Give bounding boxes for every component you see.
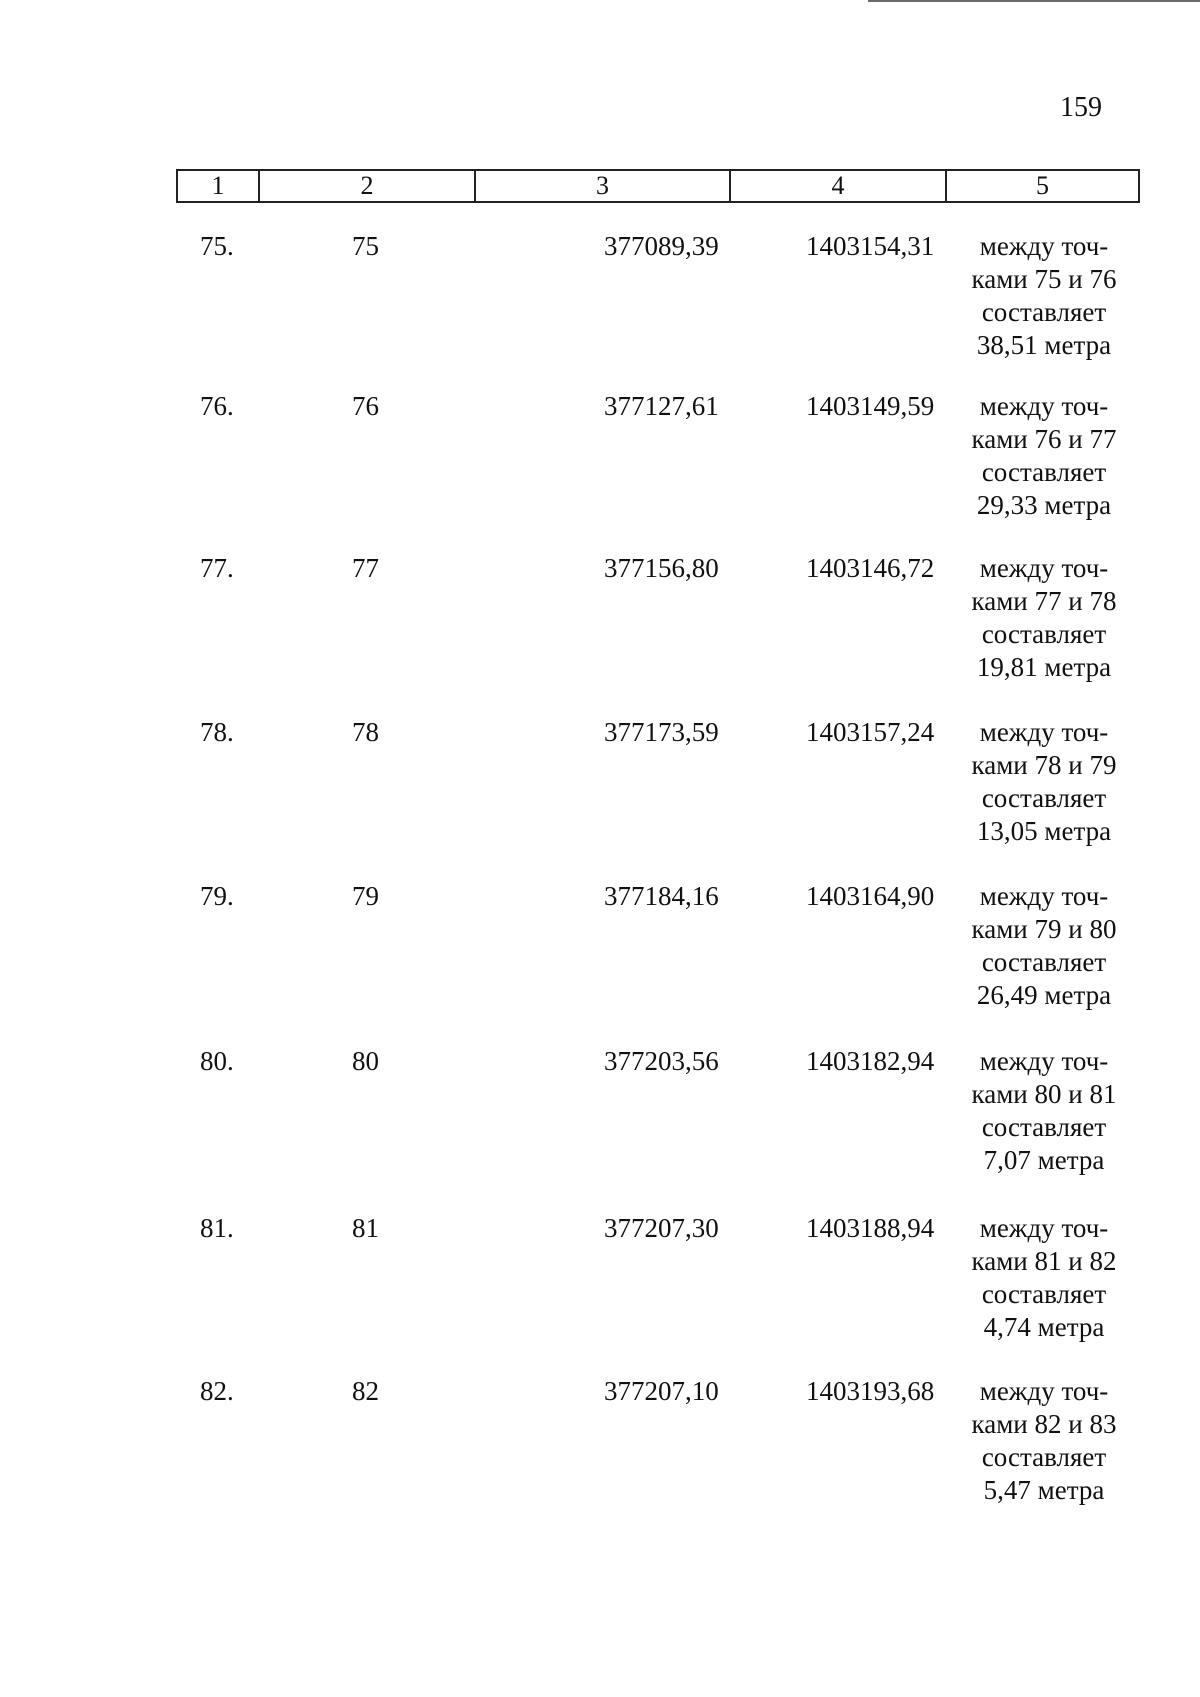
header-cell-1: 1 <box>178 171 260 201</box>
description-line: составляет <box>981 783 1107 813</box>
description-line: между точ- <box>979 1376 1109 1406</box>
description-line: ками 76 и 77 <box>971 424 1117 454</box>
coordinate-x: 377184,16 <box>604 881 719 911</box>
description-line: 4,74 метра <box>983 1312 1105 1342</box>
table-row <box>0 880 1200 1020</box>
segment-description <box>960 716 1128 848</box>
table-header <box>176 169 1140 203</box>
coordinate-x: 377173,59 <box>604 717 719 747</box>
point-number: 79 <box>352 881 379 911</box>
point-number: 77 <box>352 553 379 583</box>
description-line: ками 80 и 81 <box>971 1079 1117 1109</box>
point-number: 82 <box>352 1376 379 1406</box>
description-line: между точ- <box>979 717 1109 747</box>
point-number: 75 <box>352 231 379 261</box>
top-rule <box>868 0 1200 2</box>
description-line: 26,49 метра <box>976 980 1112 1010</box>
row-number: 79. <box>200 881 234 911</box>
coordinate-x: 377127,61 <box>604 391 719 421</box>
segment-description <box>960 390 1128 522</box>
description-line: составляет <box>981 457 1107 487</box>
description-line: 7,07 метра <box>983 1145 1105 1175</box>
description-line: между точ- <box>979 1046 1109 1076</box>
description-line: составляет <box>981 297 1107 327</box>
row-number: 82. <box>200 1376 234 1406</box>
description-line: ками 79 и 80 <box>971 914 1117 944</box>
description-line: ками 78 и 79 <box>971 750 1117 780</box>
segment-description <box>960 1212 1128 1344</box>
coordinate-x: 377156,80 <box>604 553 719 583</box>
segment-description <box>960 230 1128 362</box>
description-line: 29,33 метра <box>976 490 1112 520</box>
row-number: 75. <box>200 231 234 261</box>
description-line: между точ- <box>979 881 1109 911</box>
description-line: ками 77 и 78 <box>971 586 1117 616</box>
description-line: составляет <box>981 947 1107 977</box>
point-number: 80 <box>352 1046 379 1076</box>
coordinate-y: 1403193,68 <box>806 1376 935 1406</box>
description-line: составляет <box>981 1442 1107 1472</box>
row-number: 78. <box>200 717 234 747</box>
description-line: ками 81 и 82 <box>971 1246 1117 1276</box>
description-line: между точ- <box>979 553 1109 583</box>
table-row <box>0 552 1200 692</box>
description-line: 19,81 метра <box>976 652 1112 682</box>
coordinate-y: 1403182,94 <box>806 1046 935 1076</box>
point-number: 81 <box>352 1213 379 1243</box>
point-number: 78 <box>352 717 379 747</box>
point-number: 76 <box>352 391 379 421</box>
segment-description <box>960 552 1128 684</box>
description-line: между точ- <box>979 391 1109 421</box>
page-number: 159 <box>1060 92 1102 123</box>
coordinate-y: 1403157,24 <box>806 717 935 747</box>
header-cell-2: 2 <box>260 171 476 201</box>
coordinate-y: 1403188,94 <box>806 1213 935 1243</box>
table-row <box>0 390 1200 530</box>
coordinate-y: 1403154,31 <box>806 231 935 261</box>
description-line: ками 82 и 83 <box>971 1409 1117 1439</box>
segment-description <box>960 1045 1128 1177</box>
coordinate-x: 377203,56 <box>604 1046 719 1076</box>
header-cell-3: 3 <box>476 171 731 201</box>
row-number: 76. <box>200 391 234 421</box>
description-line: составляет <box>981 619 1107 649</box>
coordinate-x: 377207,10 <box>604 1376 719 1406</box>
description-line: между точ- <box>979 231 1109 261</box>
description-line: ками 75 и 76 <box>971 264 1117 294</box>
table-row <box>0 230 1200 370</box>
coordinate-y: 1403164,90 <box>806 881 935 911</box>
row-number: 81. <box>200 1213 234 1243</box>
coordinate-x: 377207,30 <box>604 1213 719 1243</box>
table-row <box>0 1045 1200 1185</box>
coordinate-y: 1403149,59 <box>806 391 935 421</box>
description-line: 38,51 метра <box>976 330 1112 360</box>
segment-description <box>960 880 1128 1012</box>
description-line: составляет <box>981 1279 1107 1309</box>
description-line: 13,05 метра <box>976 816 1112 846</box>
description-line: 5,47 метра <box>983 1475 1105 1505</box>
row-number: 77. <box>200 553 234 583</box>
coordinate-x: 377089,39 <box>604 231 719 261</box>
coordinate-y: 1403146,72 <box>806 553 935 583</box>
table-row <box>0 716 1200 856</box>
segment-description <box>960 1375 1128 1507</box>
description-line: составляет <box>981 1112 1107 1142</box>
table-row <box>0 1375 1200 1515</box>
table-row <box>0 1212 1200 1352</box>
description-line: между точ- <box>979 1213 1109 1243</box>
header-cell-4: 4 <box>731 171 947 201</box>
row-number: 80. <box>200 1046 234 1076</box>
header-cell-5: 5 <box>1036 171 1049 200</box>
